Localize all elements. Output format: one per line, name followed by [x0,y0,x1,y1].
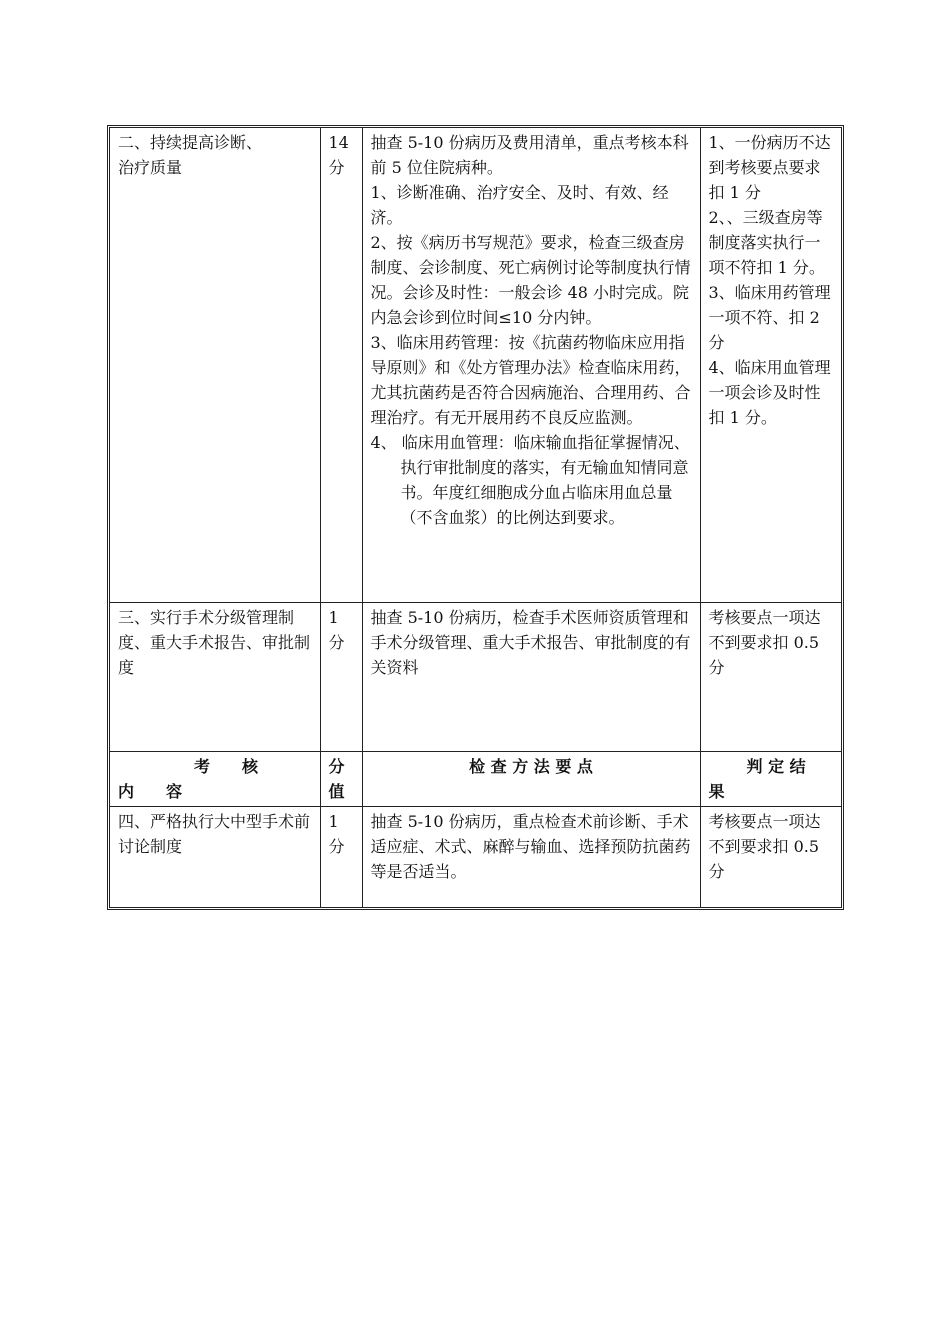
header-score [320,752,362,807]
method-text: 抽查 5-10 份病历，重点检查术前诊断、手术适应症、术式、麻醉与输血、选择预防抗菌药等是否适当。 [370,812,691,881]
content-text: 三、实行手术分级管理制度、重大手术报告、审批制度 [118,608,311,677]
header-result-line2: 果 [708,782,725,801]
header-result-line1: 判 定 结 [746,757,806,776]
result-cell [700,128,841,603]
table-header-row [110,752,841,807]
content-text: 治疗质量 [118,158,183,177]
score-unit: 分 [328,158,345,177]
method-cell [362,128,700,603]
score-cell [320,603,362,752]
method-text: 2、按《病历书写规范》要求，检查三级查房制度、会诊制度、死亡病例讨论等制度执行情况。会诊及时性：一般会诊 48 小时完成。院内急会诊到位时间≤10 分内钟。 [370,233,691,327]
table-row [110,128,841,603]
score-unit: 分 [328,633,345,652]
method-cell [362,807,700,908]
score-cell [320,128,362,603]
content-cell [110,128,320,603]
header-method [362,752,700,807]
result-cell [700,807,841,908]
result-text: 2、、三级查房等制度落实执行一项不符扣 1 分。 [708,208,825,277]
score-value: 1 [328,812,339,831]
score-cell [320,807,362,908]
assessment-table [110,128,841,907]
result-cell [700,603,841,752]
header-score-label: 分值 [328,757,345,801]
method-text: 4、 临床用血管理：临床输血指征掌握情况、执行审批制度的落实，有无输血知情同意书。年度红细胞成分血占临床用血总量（不含血浆）的比例达到要求。 [370,433,690,527]
table-row [110,603,841,752]
header-content [110,752,320,807]
header-result [700,752,841,807]
method-text: 抽查 5-10 份病历，检查手术医师资质管理和手术分级管理、重大手术报告、审批制度的有关资料 [370,608,691,677]
score-value: 14 [328,133,349,152]
method-cell [362,603,700,752]
result-text: 3、临床用药管理一项不符、扣 2 分 [708,283,831,352]
content-cell [110,603,320,752]
header-content-line2: 内 容 [118,782,183,801]
method-text: 抽查 5-10 份病历及费用清单，重点考核本科前 5 位住院病种。 [370,133,689,177]
method-text: 1、诊断准确、治疗安全、及时、有效、经济。 [370,183,669,227]
header-method-label: 检 查 方 法 要 点 [469,757,593,776]
result-text: 4、临床用血管理一项会诊及时性扣 1 分。 [708,358,831,427]
content-text: 二、持续提高诊断、 [118,133,263,152]
method-text: 3、临床用药管理：按《抗菌药物临床应用指导原则》和《处方管理办法》检查临床用药，尤其抗菌药是否符合因病施治、合理用药、合理治疗。有无开展用药不良反应监测。 [370,333,691,427]
score-value: 1 [328,608,339,627]
content-cell [110,807,320,908]
result-text: 1、一份病历不达到考核要点要求扣 1 分 [708,133,831,202]
table-row [110,807,841,908]
assessment-table-frame [107,125,844,910]
result-text: 考核要点一项达不到要求扣 0.5 分 [708,812,821,881]
header-content-line1: 考 核 [194,757,259,776]
result-text: 考核要点一项达不到要求扣 0.5 分 [708,608,821,677]
score-unit: 分 [328,837,345,856]
content-text: 四、严格执行大中型手术前讨论制度 [118,812,311,856]
